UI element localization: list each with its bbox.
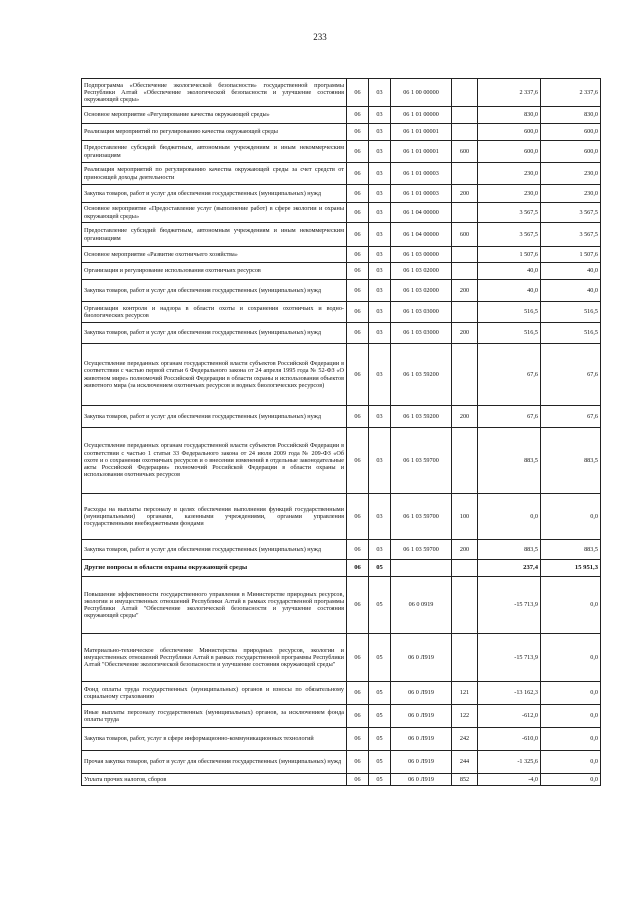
amount-second: 883,5 — [541, 428, 601, 494]
subsection-code: 03 — [369, 428, 391, 494]
table-row — [82, 203, 601, 223]
target-article-code: 06 1 03 00000 — [391, 247, 452, 263]
subsection-code: 03 — [369, 203, 391, 223]
target-article-code: 06 0 Л919 — [391, 728, 452, 751]
subsection-code: 03 — [369, 344, 391, 406]
expense-type-code — [452, 79, 478, 107]
amount-first: 516,5 — [478, 323, 541, 344]
amount-second: 1 507,6 — [541, 247, 601, 263]
table-row — [82, 406, 601, 428]
row-name: Организация и регулирование использования охотничьих ресурсов — [82, 263, 347, 280]
amount-second: 0,0 — [541, 751, 601, 774]
expense-type-code — [452, 203, 478, 223]
amount-first: -15 713,9 — [478, 577, 541, 634]
subsection-code: 05 — [369, 705, 391, 728]
table-row — [82, 107, 601, 124]
amount-first: -610,0 — [478, 728, 541, 751]
subsection-code: 03 — [369, 185, 391, 203]
amount-first: -15 713,9 — [478, 634, 541, 682]
expense-type-code: 200 — [452, 280, 478, 302]
row-name: Уплата прочих налогов, сборов — [82, 774, 347, 786]
row-name: Осуществление переданных органам государственной власти субъектов Российской Федерации в соответствии с частью 1 статьи 33 Федерального закона от 24 июля 2009 года № 209-ФЗ «Об охоте и о сохранении охотничьих ресурсов и о внесении изменений в отдельные законодательные акты Российской Федерации» полномочий Российской Федерации в области охраны и использования охотничьих ресурсов — [82, 428, 347, 494]
amount-second: 830,0 — [541, 107, 601, 124]
section-code: 06 — [347, 247, 369, 263]
amount-second: 0,0 — [541, 577, 601, 634]
amount-first: 230,0 — [478, 163, 541, 185]
expense-type-code: 244 — [452, 751, 478, 774]
table-row — [82, 728, 601, 751]
target-article-code: 06 0 Л919 — [391, 751, 452, 774]
section-code: 06 — [347, 705, 369, 728]
table-row — [82, 141, 601, 163]
section-code: 06 — [347, 223, 369, 247]
subsection-code: 03 — [369, 247, 391, 263]
target-article-code: 06 1 01 00003 — [391, 163, 452, 185]
target-article-code: 06 0 0919 — [391, 577, 452, 634]
target-article-code: 06 0 Л919 — [391, 682, 452, 705]
expense-type-code — [452, 107, 478, 124]
target-article-code: 06 1 03 59200 — [391, 344, 452, 406]
table-row — [82, 185, 601, 203]
table-row — [82, 540, 601, 560]
amount-second: 516,5 — [541, 302, 601, 323]
target-article-code: 06 1 01 00001 — [391, 124, 452, 141]
row-name: Осуществление переданных органам государственной власти субъектов Российской Федерации в соответствии с частью первой статьи 6 Федерального закона от 24 апреля 1995 года № 52-ФЗ «О животном мире» полномочий Российской Федерации в области охраны и использования объектов животного мира (за исключением охотничьих ресурсов и водных биологических ресурсов) — [82, 344, 347, 406]
section-code: 06 — [347, 185, 369, 203]
expense-type-code — [452, 302, 478, 323]
target-article-code: 06 1 03 59700 — [391, 428, 452, 494]
table-row — [82, 774, 601, 786]
row-name: Подпрограмма «Обеспечение экологической безопасности» государственной программы Республики Алтай «Обеспечение экологической безопасности и улучшение состояния окружающей среды» — [82, 79, 347, 107]
amount-first: 67,6 — [478, 406, 541, 428]
subsection-code: 05 — [369, 560, 391, 577]
table-row — [82, 751, 601, 774]
amount-first: 237,4 — [478, 560, 541, 577]
target-article-code: 06 0 Л919 — [391, 705, 452, 728]
amount-second: 2 337,6 — [541, 79, 601, 107]
section-code: 06 — [347, 344, 369, 406]
subsection-code: 03 — [369, 141, 391, 163]
section-code: 06 — [347, 540, 369, 560]
amount-first: 600,0 — [478, 124, 541, 141]
expense-type-code: 242 — [452, 728, 478, 751]
section-code: 06 — [347, 323, 369, 344]
table-row — [82, 705, 601, 728]
subsection-code: 03 — [369, 79, 391, 107]
expense-type-code — [452, 247, 478, 263]
target-article-code: 06 1 03 02000 — [391, 280, 452, 302]
subsection-code: 03 — [369, 540, 391, 560]
target-article-code — [391, 560, 452, 577]
amount-second: 0,0 — [541, 728, 601, 751]
expense-type-code: 100 — [452, 494, 478, 540]
amount-first: -13 162,3 — [478, 682, 541, 705]
amount-first: 600,0 — [478, 141, 541, 163]
target-article-code: 06 1 03 59700 — [391, 540, 452, 560]
target-article-code: 06 1 01 00001 — [391, 141, 452, 163]
section-code: 06 — [347, 163, 369, 185]
row-name: Закупка товаров, работ и услуг для обеспечения государственных (муниципальных) нужд — [82, 406, 347, 428]
row-name: Расходы на выплаты персоналу в целях обеспечения выполнения функций государственными (муниципальными) органами, казенными учреждениями, органами управления государственными внебюджетными фондами — [82, 494, 347, 540]
row-name: Предоставление субсидий бюджетным, автономным учреждениям и иным некоммерческим организациям — [82, 141, 347, 163]
amount-first: 40,0 — [478, 280, 541, 302]
row-name: Фонд оплаты труда государственных (муниципальных) органов и взносы по обязательному социальному страхованию — [82, 682, 347, 705]
amount-second: 40,0 — [541, 263, 601, 280]
amount-first: 3 567,5 — [478, 223, 541, 247]
amount-second: 230,0 — [541, 185, 601, 203]
subsection-code: 03 — [369, 223, 391, 247]
target-article-code: 06 0 Л919 — [391, 634, 452, 682]
amount-second: 3 567,5 — [541, 203, 601, 223]
section-code: 06 — [347, 263, 369, 280]
amount-first: -612,0 — [478, 705, 541, 728]
table-row — [82, 79, 601, 107]
amount-first: -4,0 — [478, 774, 541, 786]
amount-first: 830,0 — [478, 107, 541, 124]
subsection-code: 03 — [369, 406, 391, 428]
amount-first: 0,0 — [478, 494, 541, 540]
table-row — [82, 682, 601, 705]
expense-type-code: 200 — [452, 406, 478, 428]
table-row — [82, 323, 601, 344]
amount-second: 516,5 — [541, 323, 601, 344]
table-row — [82, 577, 601, 634]
subsection-code: 05 — [369, 751, 391, 774]
target-article-code: 06 1 01 00003 — [391, 185, 452, 203]
section-code: 06 — [347, 203, 369, 223]
expense-type-code — [452, 428, 478, 494]
row-name: Закупка товаров, работ, услуг в сфере информационно-коммуникационных технологий — [82, 728, 347, 751]
amount-second: 67,6 — [541, 344, 601, 406]
expense-type-code: 600 — [452, 141, 478, 163]
expense-type-code: 600 — [452, 223, 478, 247]
amount-first: 230,0 — [478, 185, 541, 203]
table-row — [82, 494, 601, 540]
page-number: 233 — [313, 32, 327, 42]
expense-type-code: 200 — [452, 323, 478, 344]
section-code: 06 — [347, 577, 369, 634]
expense-type-code: 200 — [452, 185, 478, 203]
expense-type-code — [452, 577, 478, 634]
budget-table — [81, 78, 601, 786]
section-code: 06 — [347, 302, 369, 323]
table-row — [82, 223, 601, 247]
section-code: 06 — [347, 634, 369, 682]
amount-second: 3 567,5 — [541, 223, 601, 247]
expense-type-code: 200 — [452, 540, 478, 560]
row-name: Основное мероприятие «Предоставление услуг (выполнение работ) в сфере экологии и охраны окружающей среды» — [82, 203, 347, 223]
subsection-code: 03 — [369, 323, 391, 344]
row-name: Основное мероприятие «Регулирование качества окружающей среды» — [82, 107, 347, 124]
row-name: Прочая закупка товаров, работ и услуг для обеспечения государственных (муниципальных) нужд — [82, 751, 347, 774]
amount-second: 15 951,3 — [541, 560, 601, 577]
expense-type-code: 852 — [452, 774, 478, 786]
amount-first: 1 507,6 — [478, 247, 541, 263]
table-row — [82, 344, 601, 406]
subsection-code: 03 — [369, 494, 391, 540]
subsection-code: 05 — [369, 682, 391, 705]
subsection-code: 03 — [369, 124, 391, 141]
subsection-code: 05 — [369, 634, 391, 682]
row-name: Закупка товаров, работ и услуг для обеспечения государственных (муниципальных) нужд — [82, 540, 347, 560]
amount-first: 883,5 — [478, 428, 541, 494]
expense-type-code — [452, 263, 478, 280]
section-code: 06 — [347, 141, 369, 163]
amount-second: 0,0 — [541, 705, 601, 728]
row-name: Закупка товаров, работ и услуг для обеспечения государственных (муниципальных) нужд — [82, 185, 347, 203]
amount-second: 0,0 — [541, 494, 601, 540]
row-name: Основное мероприятие «Развитие охотничьего хозяйства» — [82, 247, 347, 263]
row-name: Закупка товаров, работ и услуг для обеспечения государственных (муниципальных) нужд — [82, 323, 347, 344]
amount-second: 600,0 — [541, 124, 601, 141]
row-name: Предоставление субсидий бюджетным, автономным учреждениям и иным некоммерческим организациям — [82, 223, 347, 247]
target-article-code: 06 0 Л919 — [391, 774, 452, 786]
section-code: 06 — [347, 560, 369, 577]
amount-first: 883,5 — [478, 540, 541, 560]
row-name: Иные выплаты персоналу государственных (муниципальных) органов, за исключением фонда оплаты труда — [82, 705, 347, 728]
subsection-code: 03 — [369, 163, 391, 185]
amount-second: 0,0 — [541, 682, 601, 705]
expense-type-code: 121 — [452, 682, 478, 705]
section-code: 06 — [347, 280, 369, 302]
target-article-code: 06 1 03 59700 — [391, 494, 452, 540]
amount-first: 2 337,6 — [478, 79, 541, 107]
row-name: Повышение эффективности государственного управления в Министерстве природных ресурсов, экологии и имущественных отношений Республики Алтай в рамках государственной программы Республики Алтай "Обеспечение экологической безопасности и улучшение состояния окружающей среды" — [82, 577, 347, 634]
budget-table-body — [82, 79, 601, 786]
table-row — [82, 560, 601, 577]
target-article-code: 06 1 03 02000 — [391, 263, 452, 280]
subsection-code: 03 — [369, 280, 391, 302]
section-code: 06 — [347, 494, 369, 540]
expense-type-code — [452, 124, 478, 141]
section-code: 06 — [347, 774, 369, 786]
subsection-code: 03 — [369, 263, 391, 280]
table-row — [82, 124, 601, 141]
expense-type-code — [452, 163, 478, 185]
target-article-code: 06 1 04 00000 — [391, 203, 452, 223]
subsection-code: 05 — [369, 774, 391, 786]
expense-type-code — [452, 344, 478, 406]
amount-second: 67,6 — [541, 406, 601, 428]
subsection-code: 05 — [369, 728, 391, 751]
row-name: Другие вопросы в области охраны окружающей среды — [82, 560, 347, 577]
expense-type-code — [452, 634, 478, 682]
row-name: Реализация мероприятий по регулированию качества окружающей среды за счет средств от приносящей доходы деятельности — [82, 163, 347, 185]
subsection-code: 05 — [369, 577, 391, 634]
row-name: Реализация мероприятий по регулированию качества окружающей среды — [82, 124, 347, 141]
amount-second: 0,0 — [541, 774, 601, 786]
target-article-code: 06 1 03 03000 — [391, 323, 452, 344]
target-article-code: 06 1 03 59200 — [391, 406, 452, 428]
section-code: 06 — [347, 406, 369, 428]
expense-type-code: 122 — [452, 705, 478, 728]
section-code: 06 — [347, 79, 369, 107]
target-article-code: 06 1 04 00000 — [391, 223, 452, 247]
row-name: Закупка товаров, работ и услуг для обеспечения государственных (муниципальных) нужд — [82, 280, 347, 302]
amount-second: 40,0 — [541, 280, 601, 302]
table-row — [82, 428, 601, 494]
amount-first: 516,5 — [478, 302, 541, 323]
amount-second: 0,0 — [541, 634, 601, 682]
section-code: 06 — [347, 124, 369, 141]
section-code: 06 — [347, 682, 369, 705]
target-article-code: 06 1 00 00000 — [391, 79, 452, 107]
subsection-code: 03 — [369, 107, 391, 124]
section-code: 06 — [347, 107, 369, 124]
table-row — [82, 163, 601, 185]
amount-first: -1 325,6 — [478, 751, 541, 774]
table-row — [82, 263, 601, 280]
table-row — [82, 634, 601, 682]
section-code: 06 — [347, 751, 369, 774]
row-name: Организация контроля и надзора в области охоты и сохранения охотничьих и водно-биологических ресурсов — [82, 302, 347, 323]
amount-second: 600,0 — [541, 141, 601, 163]
subsection-code: 03 — [369, 302, 391, 323]
target-article-code: 06 1 03 03000 — [391, 302, 452, 323]
amount-second: 883,5 — [541, 540, 601, 560]
expense-type-code — [452, 560, 478, 577]
section-code: 06 — [347, 428, 369, 494]
table-row — [82, 247, 601, 263]
section-code: 06 — [347, 728, 369, 751]
amount-first: 67,6 — [478, 344, 541, 406]
target-article-code: 06 1 01 00000 — [391, 107, 452, 124]
amount-first: 40,0 — [478, 263, 541, 280]
row-name: Материально-техническое обеспечение Министерства природных ресурсов, экологии и имущественных отношений Республики Алтай в рамках государственной программы Республики Алтай "Обеспечение экологической безопасности и улучшение состояния окружающей среды" — [82, 634, 347, 682]
amount-first: 3 567,5 — [478, 203, 541, 223]
table-row — [82, 280, 601, 302]
table-row — [82, 302, 601, 323]
amount-second: 230,0 — [541, 163, 601, 185]
